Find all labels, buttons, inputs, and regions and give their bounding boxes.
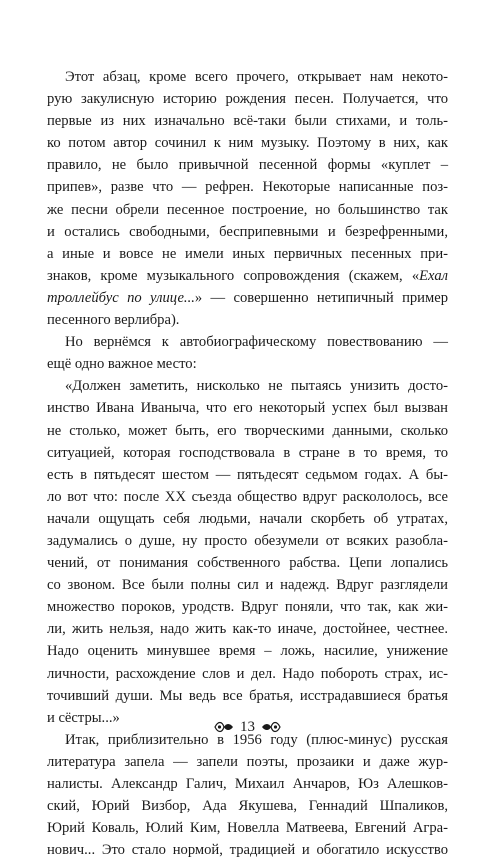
text-line: ещё одно важное место: bbox=[47, 356, 197, 373]
text-line: ли, жить нельзя, надо жить как-то иначе, достойнее, честнее. bbox=[47, 621, 448, 638]
text-line: начали ощущать себя людьми, начали скорбеть об утратах, bbox=[47, 510, 448, 527]
fleuron-right-icon bbox=[260, 720, 282, 734]
text-line: песенного верлибра). bbox=[47, 312, 180, 329]
text-line: инство Ивана Иваныча, что его некоторый успех был вызван bbox=[47, 400, 448, 417]
text-line: литература запела — запели поэты, прозаики и даже жур- bbox=[47, 753, 448, 770]
text-line: Надо оценить минувшее время – ложь, насилие, унижение bbox=[47, 643, 448, 660]
text-line: нович... Это стало нормой, традицией и обогатило искусство bbox=[47, 842, 448, 859]
song-title: троллейбус по улице... bbox=[47, 289, 195, 306]
text-line: со звоном. Все были полны сил и надежд. Вдруг разглядели bbox=[47, 577, 448, 594]
text-line: и сёстры...» bbox=[47, 709, 120, 726]
body-text bbox=[47, 66, 448, 861]
text-line: Но вернёмся к автобиографическому повествованию — bbox=[65, 334, 448, 351]
text-line: «Должен заметить, нисколько не пытаясь унизить досто- bbox=[65, 378, 448, 395]
text-line: ко потом автор сочинил к ним музыку. Поэтому в них, как bbox=[47, 135, 448, 152]
text-line: припев», разве что — рефрен. Некоторые написанные поз- bbox=[47, 179, 448, 196]
text-line: же песни обрели песенное построение, но большинство так bbox=[47, 201, 448, 218]
text-line: личности, расхождение слов и дел. Надо побороть страх, ис- bbox=[47, 665, 448, 682]
fleuron-left-icon bbox=[213, 720, 235, 734]
text-line: налисты. Александр Галич, Михаил Анчаров, Юз Алешков- bbox=[47, 776, 448, 792]
text-line: правило, не было привычной песенной формы «куплет – bbox=[47, 157, 448, 174]
text-line: первые из них изначально всё-таки были стихами, и толь- bbox=[47, 113, 448, 130]
text-line: Этот абзац, кроме всего прочего, открывает нам некото- bbox=[65, 69, 448, 85]
text-line: Юрий Коваль, Юлий Ким, Новелла Матвеева, Евгений Агра- bbox=[47, 820, 448, 837]
text-line: и остались свободными, бесприпевными и безрефренными, bbox=[47, 223, 448, 240]
text-line: точивший души. Мы ведь все братья, исстрадавшиеся братья bbox=[47, 687, 448, 704]
text-line: множество пороков, уродств. Вдруг поняли, что так, как жи- bbox=[47, 599, 448, 616]
text-line: ло вот что: после XX съезда общество вдруг раскололось, все bbox=[47, 488, 448, 505]
text-line: а иные и вовсе не имели иных первичных песенных при- bbox=[47, 245, 448, 262]
text-line: не столько, может быть, его творческими данными, сколько bbox=[47, 422, 448, 439]
text-line: ситуацией, которая господствовала в стране в то время, то bbox=[47, 444, 448, 461]
text-line: Итак, приблизительно в 1956 году (плюс-минус) русская bbox=[65, 731, 448, 748]
text-line: ский, Юрий Визбор, Ада Якушева, Геннадий Шпаликов, bbox=[47, 798, 448, 815]
page-footer bbox=[0, 716, 495, 737]
text-line: знаков, кроме музыкального сопровождения (скажем, «Ехал bbox=[47, 267, 448, 284]
page-number: 13 bbox=[240, 718, 255, 735]
song-title: Ехал bbox=[419, 267, 448, 284]
text-line: задумались о душе, ну просто обезумели от всяких разобла- bbox=[47, 532, 448, 549]
text-line: чений, от понимания собственного рабства. Цепи лопались bbox=[47, 555, 448, 572]
text-line: есть в пятьдесят шестом — пятьдесят седьмом годах. А бы- bbox=[47, 466, 448, 483]
text-line: рую закулисную историю рождения песен. Получается, что bbox=[47, 91, 448, 108]
text-line: троллейбус по улице...» — совершенно нетипичный пример bbox=[47, 289, 448, 306]
